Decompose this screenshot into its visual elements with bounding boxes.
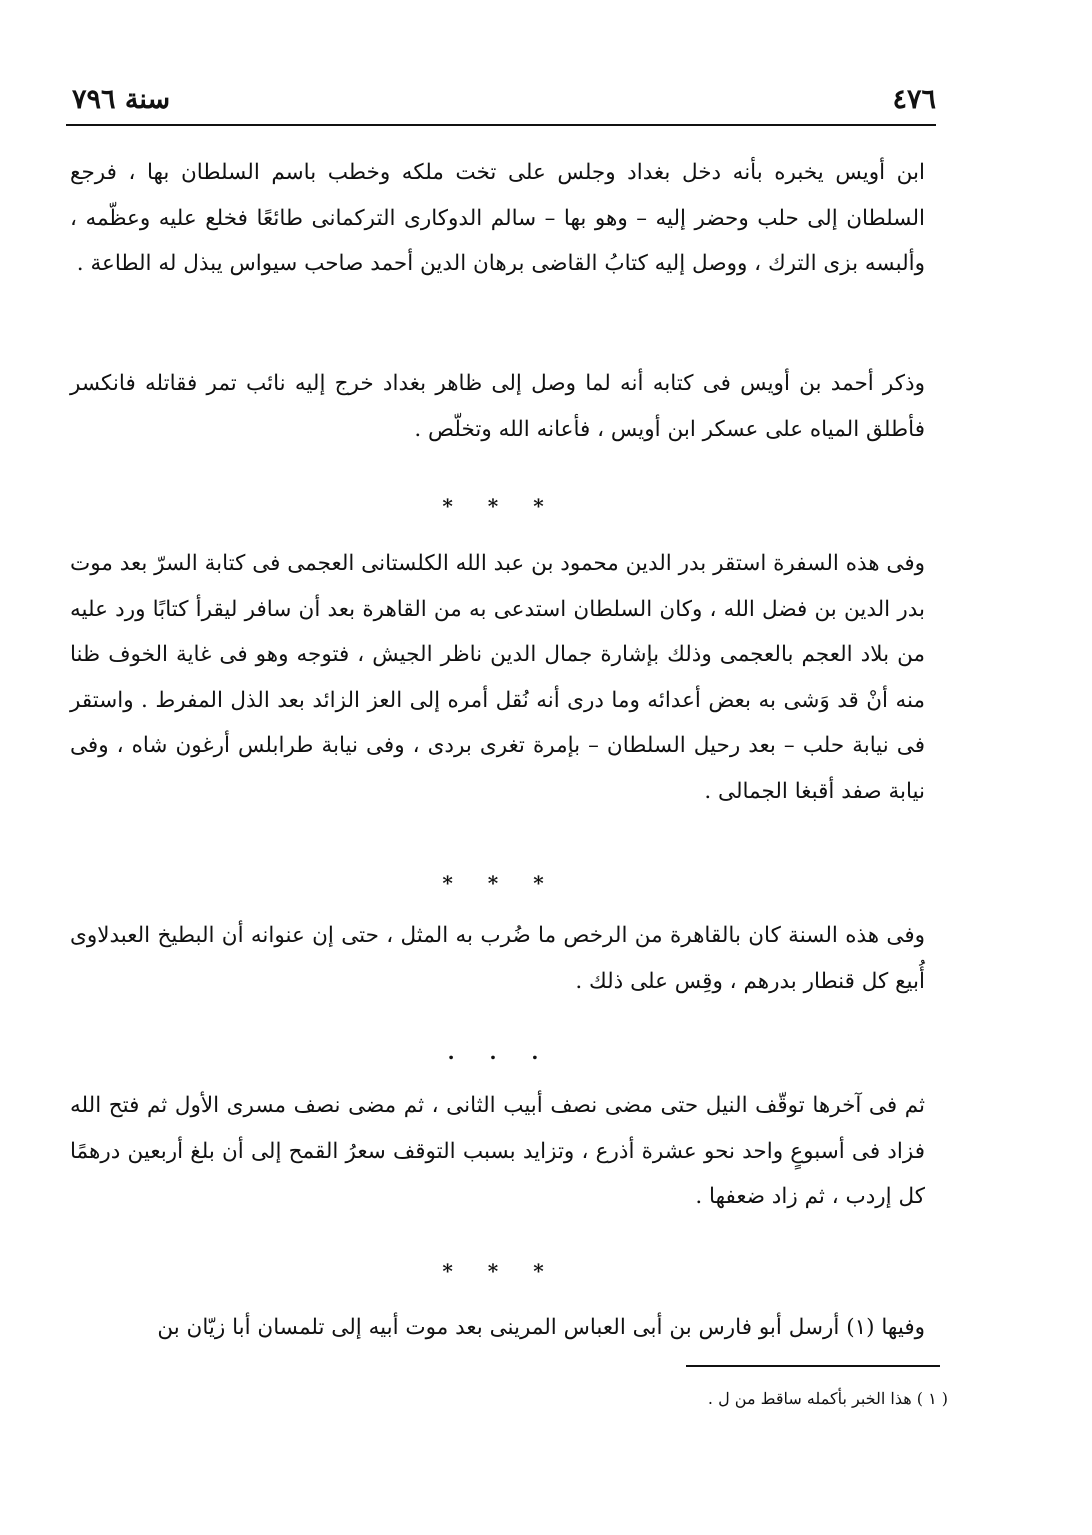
- section-separator: . . .: [447, 1040, 553, 1064]
- section-separator: * * *: [442, 1259, 558, 1283]
- section-separator: * * *: [442, 494, 558, 518]
- page-number: ٤٧٦: [892, 84, 936, 115]
- paragraph: وذكر أحمد بن أويس فى كتابه أنه لما وصل إلى ظاهر بغداد خرج إليه نائب تمر فقاتله فانكسر فأطلق المياه على عسكر ابن أويس ، فأعانه الله وتخلّص .: [70, 371, 925, 442]
- paragraph: وفى هذه السنة كان بالقاهرة من الرخص ما ضُرب به المثل ، حتى إن عنوانه أن البطيخ العبدلاوى أُبيع كل قنطار بدرهم ، وقِس على ذلك .: [70, 923, 925, 994]
- footnote-rule: [686, 1365, 940, 1367]
- footnote: ( ١ ) هذا الخبر بأكمله ساقط من ل .: [707, 1389, 948, 1408]
- paragraph: ابن أويس يخبره بأنه دخل بغداد وجلس على تخت ملكه وخطب باسم السلطان بها ، فرجع السلطان إلى حلب وحضر إليه – وهو بها – سالم الدوكارى التركمانى طائعًا فخلع عليه وعظّمه ، وألبسه بزى الترك ، ووصل إليه كتابُ القاضى برهان الدين أحمد صاحب سيواس يبذل له الطاعة .: [70, 160, 925, 276]
- running-title-year: سنة ٧٩٦: [72, 84, 171, 115]
- paragraph: ثم فى آخرها توقّف النيل حتى مضى نصف أبيب الثانى ، ثم مضى نصف مسرى الأول ثم فتح الله فزاد فى أسبوعٍ واحد نحو عشرة أذرع ، وتزايد بسبب التوقف سعرُ القمح إلى أن بلغ أربعين درهمًا كل إردب ، ثم زاد ضعفها .: [70, 1093, 925, 1209]
- section-separator: * * *: [442, 871, 558, 895]
- page-header: [66, 78, 936, 126]
- paragraph: وفى هذه السفرة استقر بدر الدين محمود بن عبد الله الكلستانى العجمى فى كتابة السرّ بعد موت بدر الدين بن فضل الله ، وكان السلطان استدعى به من القاهرة بعد أن سافر ليقرأ كتابًا ورد عليه من بلاد العجم بالعجمى وذلك بإشارة جمال الدين ناظر الجيش ، فتوجه وهو فى غاية الخوف ظنا منه أنْ قد وَشى به بعض أعدائه وما درى أنه نُقل أمره إلى العز الزائد بعد الذل المفرط . واستقر فى نيابة حلب – بعد رحيل السلطان – بإمرة تغرى بردى ، وفى نيابة طرابلس أرغون شاه ، وفى نيابة صفد أقبغا الجمالى .: [70, 551, 925, 804]
- paragraph: وفيها (١) أرسل أبو فارس بن أبى العباس المرينى بعد موت أبيه إلى تلمسان أبا زيّان بن: [157, 1315, 925, 1340]
